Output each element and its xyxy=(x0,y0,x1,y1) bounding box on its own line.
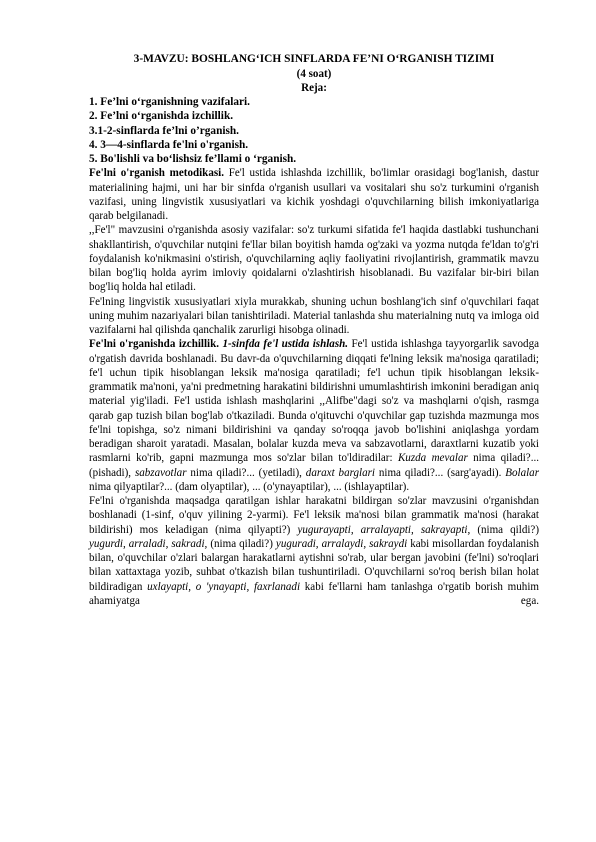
paragraph-text: nima qiladi?... (sarg'ayadi). xyxy=(374,466,506,479)
paragraph-lead: Fe'lni o'rganish metodikasi. xyxy=(89,167,224,180)
paragraph-text: kabi misollardan foydalanish bilan, o'quvchilar o'zlari balargan harakatlarni aytishni so'rab, ular bergan javobini (fe'lni) so'roqlari bilan xattaxtaga yozib, suhbat o'tkazish bilan tushuntiriladi. O'quvchilarni so'roq berish bilan holat bildiradigan xyxy=(89,537,540,593)
example-italic: Kuzda mevalar xyxy=(397,452,468,465)
example-italic: Bolalar xyxy=(505,466,540,479)
paragraph-action-words xyxy=(89,494,539,608)
paragraph-text: nima qiladi?... (pishadi), xyxy=(89,452,539,479)
example-italic: yuguradi, arralaydi, sakraydi xyxy=(275,537,408,550)
paragraph-text: Fe'lni o'rganishda maqsadga qaratilgan ishlar harakatni bildirgan so'zlar mavzusini o'rganishdan boshlanadi (1-sinf, o'quv yilining 2-yarmi). Fe'l leksik ma'nosi bilan grammatik ma'nosi (harakat bildirishi) mos keladigan (nima qilyapti?) xyxy=(89,495,539,536)
paragraph-linguistic: Fe'lning lingvistik xususiyatlari xiyla murakkab, shuning uchun boshlang'ich sinf o'quvchilari faqat uning muhim nazariyalari bilan tanishtiriladi. Material tanlashda shu materialning nutq va imloga oid vazifalarni hal qilishda qanchalik zarurligi hisobga olinadi. xyxy=(89,295,539,337)
plan-item-1: 1. Fe’lni o‘rganishning vazifalari. xyxy=(89,96,250,108)
paragraph-subheading: 1-sinfda fe'l ustida ishlash. xyxy=(219,338,349,351)
example-italic: uxlayapti, o 'ynayapti, faxrlanadi xyxy=(147,580,301,593)
paragraph-text: (nima qildi?) xyxy=(470,523,539,536)
plan-item-4: 4. 3—4-sinflarda fe'lni o'rganish. xyxy=(89,138,249,151)
plan-item-5: 5. Bo'lishli va bo‘lishsiz fe’llami o ‘rganish. xyxy=(89,153,297,166)
paragraph-text: nima qiladi?... (yetiladi), xyxy=(186,466,306,479)
page-title: 3-MAVZU: BOSHLANG‘ICH SINFLARDA FE’NI O‘RGANISH TIZIMI xyxy=(133,53,495,65)
paragraph-text: (nima qiladi?) xyxy=(207,537,276,550)
paragraph-text: Fe'l ustida ishlashda izchillik, bo'limlar orasidagi bog'lanish, dastur materialining hajmi, uni har bir sinfda o'rganish usullari va vositalari shu so'z turkumini o'rganish vazifasi, uning lingvistik xususiyatlari va kichik yoshdagi o'quvchilarning bilish imkoniyatlariga qarab belgilanadi. xyxy=(89,167,540,223)
paragraph-consistency xyxy=(89,337,539,494)
plan-heading: Reja: xyxy=(301,81,327,94)
example-italic: daraxt barglari xyxy=(305,466,375,479)
paragraph-lead: Fe'lni o'rganishda izchillik. xyxy=(89,338,220,351)
paragraph-methodology xyxy=(89,166,539,223)
paragraph-text: Fe'l ustida ishlashga tayyorgarlik savodga o'rgatish davrida boshlanadi. Bu davr-da o'quvchilarning diqqati fe'lning leksik ma'nosiga qaratiladi; fe'l uchun tipik hisoblangan leksik ma'nosiga qaratiladi; fe'l uchun tipik hisoblangan leksik-grammatik ma'noni, ya'ni predmetning harakatini bildirishni umumlashtirish imkonini beradigan aniq material yig'iladi. Fe'l ustida ishlash mashqlarini ,,Alifbe"dagi so'z va mashqlarni o'qish, rasmga qarab gap tuzish bilan bog'lab o'tkaziladi. Bunda o'qituvchi o'quvchilar gap tuzishda mazmunga mos fe'lni topishga, so'z nimani bildirishini va qanday so'roqqa javob bo'lishini aniqlashga yordam beradigan sharoit yaratadi. Masalan, bolalar kuzda meva va sabzavotlarni, daraxtlarni kuzatib yoki rasmlarni ko'rib, gapni mazmunga mos so'zlar bilan to'ldiradilar: xyxy=(89,338,539,465)
example-italic: sabzavotlar xyxy=(134,466,187,479)
plan-item-3: 3.1-2-sinflarda fe’lni o’rganish. xyxy=(89,124,239,137)
plan-item-2: 2. Fe’lni o‘rganishda izchillik. xyxy=(89,110,234,123)
paragraph-tasks: ,,Fe'l" mavzusini o'rganishda asosiy vazifalar: so'z turkumi sifatida fe'l haqida dastlabki tushunchani shakllantirish, o'quvchilar nutqini fe'llar bilan boyitish hamda og'zaki va yozma nutqda fe'ldan to'g'ri foydalanish ko'nikmasini o'stirish, o'quvchilarning aqliy faoliyatini rivojlantirish, grammatik mavzu bilan bog'liq holda ayrim imloviy qoidalarni o'zlashtirish hisoblanadi. Bu vazifalar bir-biri bilan bog'liq holda hal etiladi. xyxy=(89,224,539,294)
paragraph-text: nima qilyaptilar?... (dam olyaptilar), ... (o'ynayaptilar), ... (ishlayaptilar). xyxy=(89,480,410,493)
hours-label: (4 soat) xyxy=(296,67,332,80)
example-italic: yugurayapti, arralayapti, sakrayapti, xyxy=(297,523,471,536)
plan-list xyxy=(89,95,539,166)
paragraph-text: kabi fe'llarni ham tanlashga o'rgatib borish muhim ahamiyatga ega. xyxy=(89,580,539,607)
example-italic: yugurdi, arraladi, sakradi, xyxy=(89,537,208,550)
